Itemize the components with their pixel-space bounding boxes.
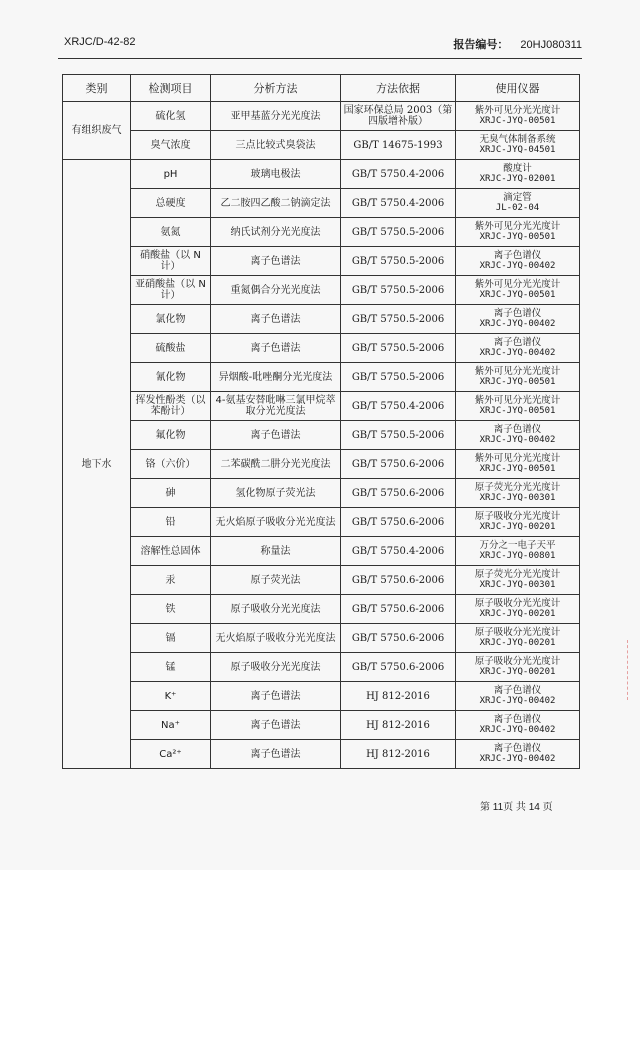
table-row	[63, 392, 580, 421]
cell-method: 离子色谱法	[211, 740, 341, 769]
cell-item: 氯化物	[131, 305, 211, 334]
cell-item: 锰	[131, 653, 211, 682]
cell-item: Na⁺	[131, 711, 211, 740]
cell-instrument	[456, 392, 580, 421]
cell-method: 原子吸收分光光度法	[211, 653, 341, 682]
column-header-item: 检测项目	[131, 75, 211, 102]
cell-method: 重氮偶合分光光度法	[211, 276, 341, 305]
report-number-value: 20HJ080311	[520, 39, 582, 51]
cell-item: 硝酸盐（以 N 计）	[131, 247, 211, 276]
table-row	[63, 740, 580, 769]
instrument-name: 紫外可见分光光度计	[474, 453, 561, 464]
report-number-label: 报告编号：	[453, 39, 509, 51]
cell-method: 原子荧光法	[211, 566, 341, 595]
table-row	[63, 479, 580, 508]
cell-item: 臭气浓度	[131, 131, 211, 160]
cell-item: 铁	[131, 595, 211, 624]
instrument-name: 离子色谱仪	[493, 308, 542, 319]
cell-method: 纳氏试剂分光光度法	[211, 218, 341, 247]
instrument-name: 原子荧光分光光度计	[474, 569, 561, 580]
cell-item: Ca²⁺	[131, 740, 211, 769]
cell-method: 离子色谱法	[211, 711, 341, 740]
cell-instrument	[456, 653, 580, 682]
cell-method: 玻璃电极法	[211, 160, 341, 189]
instrument-code: XRJC-JYQ-00501	[479, 116, 556, 126]
page-number: 第 11页 共 14 页	[480, 802, 553, 813]
instrument-code: XRJC-JYQ-00402	[479, 319, 556, 329]
table-row	[63, 711, 580, 740]
cell-item: 溶解性总固体	[131, 537, 211, 566]
table-row	[63, 131, 580, 160]
table-row	[63, 189, 580, 218]
cell-basis: GB/T 5750.4-2006	[341, 392, 456, 421]
cell-method: 离子色谱法	[211, 682, 341, 711]
cell-method: 二苯碳酰二肼分光光度法	[211, 450, 341, 479]
instrument-name: 酸度计	[503, 163, 532, 174]
instrument-code: XRJC-JYQ-00402	[479, 754, 556, 764]
cell-basis: HJ 812-2016	[341, 711, 456, 740]
cell-method: 亚甲基蓝分光光度法	[211, 102, 341, 131]
table-row	[63, 653, 580, 682]
cell-basis: GB/T 5750.6-2006	[341, 653, 456, 682]
cell-instrument	[456, 624, 580, 653]
category-waste-gas: 有组织废气	[63, 102, 131, 160]
table-row	[63, 537, 580, 566]
cell-item: 铬（六价）	[131, 450, 211, 479]
table-row	[63, 595, 580, 624]
cell-method: 三点比较式臭袋法	[211, 131, 341, 160]
instrument-code: XRJC-JYQ-00402	[479, 696, 556, 706]
table-header-row	[63, 75, 580, 102]
instrument-name: 原子吸收分光光度计	[474, 627, 561, 638]
instrument-code: XRJC-JYQ-00301	[479, 493, 556, 503]
cell-item: 氨氮	[131, 218, 211, 247]
cell-instrument	[456, 189, 580, 218]
cell-item: 挥发性酚类（以苯酚计）	[131, 392, 211, 421]
cell-method: 原子吸收分光光度法	[211, 595, 341, 624]
column-header-method: 分析方法	[211, 75, 341, 102]
cell-method: 氢化物原子荧光法	[211, 479, 341, 508]
instrument-code: XRJC-JYQ-00402	[479, 435, 556, 445]
cell-basis: GB/T 5750.5-2006	[341, 363, 456, 392]
cell-method: 无火焰原子吸收分光光度法	[211, 508, 341, 537]
instrument-name: 原子吸收分光光度计	[474, 656, 561, 667]
instrument-code: XRJC-JYQ-00501	[479, 406, 556, 416]
cell-basis: GB/T 5750.5-2006	[341, 247, 456, 276]
cell-instrument	[456, 508, 580, 537]
instrument-name: 紫外可见分光光度计	[474, 395, 561, 406]
cell-instrument	[456, 160, 580, 189]
cell-item: pH	[131, 160, 211, 189]
cell-basis: GB/T 5750.6-2006	[341, 450, 456, 479]
document-code: XRJC/D-42-82	[64, 36, 136, 48]
cell-item: 亚硝酸盐（以 N 计）	[131, 276, 211, 305]
instrument-code: XRJC-JYQ-00201	[479, 667, 556, 677]
instrument-name: 原子吸收分光光度计	[474, 598, 561, 609]
cell-basis: 国家环保总局 2003（第四版增补版）	[341, 102, 456, 131]
cell-instrument	[456, 421, 580, 450]
cell-instrument	[456, 102, 580, 131]
table-row	[63, 218, 580, 247]
instrument-name: 离子色谱仪	[493, 743, 542, 754]
instrument-code: XRJC-JYQ-00501	[479, 377, 556, 387]
cell-basis: GB/T 5750.4-2006	[341, 160, 456, 189]
cell-basis: HJ 812-2016	[341, 740, 456, 769]
cell-instrument	[456, 566, 580, 595]
instrument-code: XRJC-JYQ-00402	[479, 725, 556, 735]
method-table	[62, 74, 580, 769]
instrument-code: XRJC-JYQ-00201	[479, 609, 556, 619]
instrument-name: 紫外可见分光光度计	[474, 279, 561, 290]
cell-instrument	[456, 479, 580, 508]
instrument-name: 万分之一电子天平	[479, 540, 556, 551]
cell-item: 铅	[131, 508, 211, 537]
cell-instrument	[456, 537, 580, 566]
cell-instrument	[456, 711, 580, 740]
instrument-name: 离子色谱仪	[493, 337, 542, 348]
cell-item: 氰化物	[131, 363, 211, 392]
table-row	[63, 450, 580, 479]
table-row	[63, 305, 580, 334]
cell-basis: GB/T 5750.4-2006	[341, 189, 456, 218]
instrument-code: XRJC-JYQ-00501	[479, 232, 556, 242]
category-groundwater: 地下水	[63, 160, 131, 769]
cell-item: 汞	[131, 566, 211, 595]
table-row	[63, 276, 580, 305]
cell-instrument	[456, 334, 580, 363]
table-row	[63, 682, 580, 711]
cell-method: 异烟酸-吡唑酮分光光度法	[211, 363, 341, 392]
instrument-code: XRJC-JYQ-00201	[479, 522, 556, 532]
cell-instrument	[456, 305, 580, 334]
cell-method: 离子色谱法	[211, 247, 341, 276]
cell-method: 离子色谱法	[211, 421, 341, 450]
instrument-code: XRJC-JYQ-00501	[479, 290, 556, 300]
cell-item: 氟化物	[131, 421, 211, 450]
cell-basis: GB/T 5750.5-2006	[341, 218, 456, 247]
cell-instrument	[456, 276, 580, 305]
cell-basis: GB/T 5750.6-2006	[341, 508, 456, 537]
cell-method: 无火焰原子吸收分光光度法	[211, 624, 341, 653]
cell-instrument	[456, 740, 580, 769]
cell-instrument	[456, 247, 580, 276]
column-header-category: 类别	[63, 75, 131, 102]
cell-instrument	[456, 218, 580, 247]
cell-basis: GB/T 14675-1993	[341, 131, 456, 160]
stamp-mark	[627, 640, 632, 700]
table-row	[63, 363, 580, 392]
cell-basis: GB/T 5750.6-2006	[341, 624, 456, 653]
cell-instrument	[456, 363, 580, 392]
cell-basis: GB/T 5750.6-2006	[341, 595, 456, 624]
instrument-code: XRJC-JYQ-00402	[479, 261, 556, 271]
instrument-name: 离子色谱仪	[493, 424, 542, 435]
instrument-name: 滴定管	[503, 192, 532, 203]
instrument-name: 紫外可见分光光度计	[474, 366, 561, 377]
column-header-basis: 方法依据	[341, 75, 456, 102]
cell-item: K⁺	[131, 682, 211, 711]
table-row	[63, 624, 580, 653]
cell-item: 硫酸盐	[131, 334, 211, 363]
instrument-code: XRJC-JYQ-00402	[479, 348, 556, 358]
instrument-name: 原子吸收分光光度计	[474, 511, 561, 522]
report-number	[453, 36, 582, 52]
cell-item: 总硬度	[131, 189, 211, 218]
cell-instrument	[456, 131, 580, 160]
instrument-name: 紫外可见分光光度计	[474, 221, 561, 232]
cell-basis: GB/T 5750.5-2006	[341, 421, 456, 450]
instrument-name: 无臭气体制备系统	[479, 134, 556, 145]
instrument-code: XRJC-JYQ-00301	[479, 580, 556, 590]
instrument-code: XRJC-JYQ-00201	[479, 638, 556, 648]
cell-basis: GB/T 5750.5-2006	[341, 305, 456, 334]
cell-method: 称量法	[211, 537, 341, 566]
cell-item: 硫化氢	[131, 102, 211, 131]
table-row	[63, 508, 580, 537]
table-row	[63, 247, 580, 276]
instrument-name: 离子色谱仪	[493, 714, 542, 725]
cell-instrument	[456, 595, 580, 624]
cell-basis: GB/T 5750.5-2006	[341, 276, 456, 305]
cell-basis: GB/T 5750.4-2006	[341, 537, 456, 566]
cell-basis: GB/T 5750.6-2006	[341, 566, 456, 595]
cell-item: 砷	[131, 479, 211, 508]
table-row	[63, 102, 580, 131]
cell-basis: GB/T 5750.5-2006	[341, 334, 456, 363]
header-divider	[58, 58, 582, 59]
instrument-name: 离子色谱仪	[493, 685, 542, 696]
column-header-instrument: 使用仪器	[456, 75, 580, 102]
table-row	[63, 421, 580, 450]
table-row	[63, 160, 580, 189]
cell-method: 乙二胺四乙酸二钠滴定法	[211, 189, 341, 218]
cell-item: 镉	[131, 624, 211, 653]
cell-method: 离子色谱法	[211, 305, 341, 334]
instrument-code: XRJC-JYQ-00801	[479, 551, 556, 561]
instrument-code: XRJC-JYQ-04501	[479, 145, 556, 155]
table-row	[63, 566, 580, 595]
instrument-name: 原子荧光分光光度计	[474, 482, 561, 493]
cell-basis: GB/T 5750.6-2006	[341, 479, 456, 508]
cell-instrument	[456, 450, 580, 479]
cell-instrument	[456, 682, 580, 711]
instrument-name: 紫外可见分光光度计	[474, 105, 561, 116]
table-row	[63, 334, 580, 363]
cell-method: 离子色谱法	[211, 334, 341, 363]
instrument-code: XRJC-JYQ-02001	[479, 174, 556, 184]
instrument-code: JL-02-04	[495, 203, 540, 213]
instrument-name: 离子色谱仪	[493, 250, 542, 261]
cell-basis: HJ 812-2016	[341, 682, 456, 711]
instrument-code: XRJC-JYQ-00501	[479, 464, 556, 474]
cell-method: 4-氨基安替吡啉三氯甲烷萃取分光光度法	[211, 392, 341, 421]
